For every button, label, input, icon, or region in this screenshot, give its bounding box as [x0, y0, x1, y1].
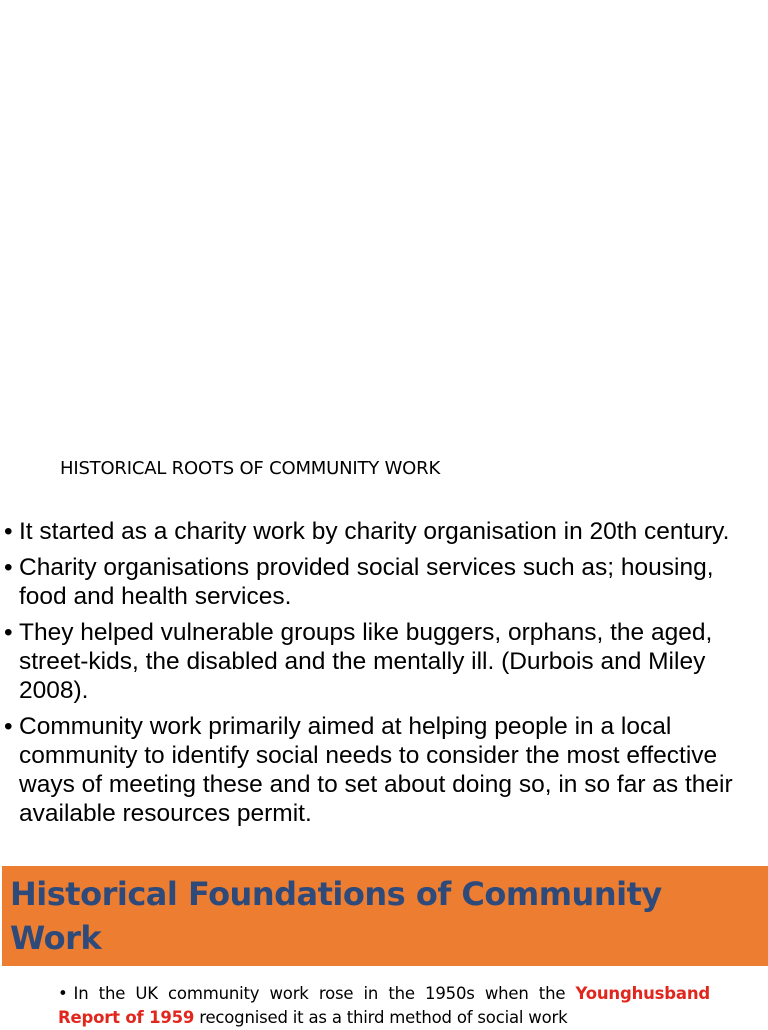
bullet-icon: • [4, 518, 13, 545]
bullet-icon: • [58, 984, 68, 1003]
bullet-text-suffix: recognised it as a third method of social work [194, 1008, 568, 1027]
bullet-text: Charity organisations provided social services such as; housing, food and health services. [19, 554, 714, 610]
bullet-text: It started as a charity work by charity organisation in 20th century. [19, 518, 730, 545]
list-item [0, 553, 752, 611]
list-item [0, 618, 752, 705]
slide1-bullet-list [0, 517, 752, 835]
bullet-icon: • [4, 554, 13, 581]
bullet-text: They helped vulnerable groups like buggers, orphans, the aged, street-kids, the disabled and the mentally ill. (Durbois and Miley 2008). [19, 619, 713, 704]
bullet-icon: • [4, 619, 13, 646]
list-item [0, 517, 752, 546]
slide2-title: Historical Foundations of Community Work [10, 875, 662, 957]
slide1-title: HISTORICAL ROOTS OF COMMUNITY WORK [60, 458, 441, 479]
slide2-bullet [58, 982, 710, 1030]
bullet-icon: • [4, 713, 13, 740]
bullet-highlight: Younghusband Report of 1959 [58, 984, 710, 1027]
slide2-title-band [2, 866, 768, 966]
list-item [0, 712, 752, 828]
bullet-text: Community work primarily aimed at helping people in a local community to identify social needs to consider the most effective ways of meeting these and to set about doing so, in so far as their available resources permit. [19, 713, 733, 827]
bullet-text-prefix: In the UK community work rose in the 1950s when the [73, 984, 576, 1003]
